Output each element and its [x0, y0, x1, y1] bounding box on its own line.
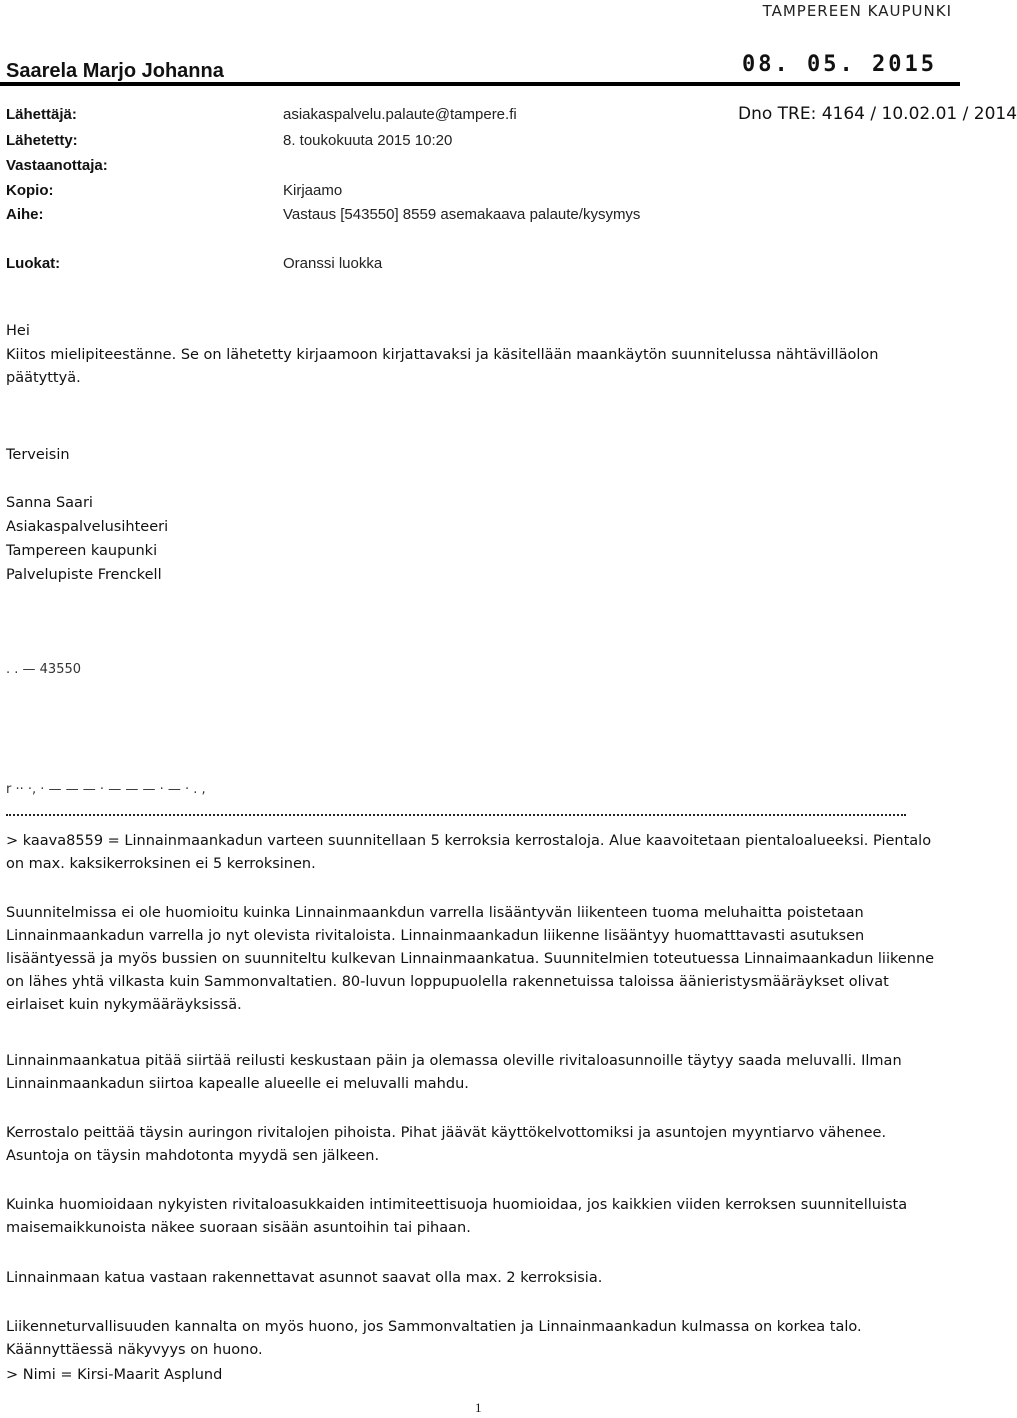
original-paragraph-7: Liikenneturvallisuuden kannalta on myös huono, jos Sammonvaltatien ja Linnainmaankadun kulmassa on korkea talo. Käännyttäessä näkyvyys on huono. — [6, 1319, 862, 1358]
original-paragraph-3: Linnainmaankatua pitää siirtää reilusti keskustaan päin ja olemassa oleville rivitaloasunnoille täytyy saada meluvalli. Ilman Linnainmaankadun siirtoa kapealle alueelle ei meluvalli mahdu. — [6, 1053, 902, 1092]
quote-separator — [6, 814, 906, 816]
reply-closing: Terveisin — [6, 447, 70, 463]
mailbox-owner: Saarela Marjo Johanna — [6, 60, 224, 82]
reply-greeting: Hei — [6, 323, 30, 339]
redacted-line: r ·· ·, · — — — · — — — · — · . , — [6, 782, 206, 797]
sender-value: asiakaspalvelu.palaute@tampere.fi — [283, 106, 517, 123]
original-paragraph-1: > kaava8559 = Linnainmaankadun varteen suunnitellaan 5 kerroksia kerrostaloja. Alue kaavoitetaan pientaloalueeksi. Pientalo on max. kaksikerroksinen ei 5 kerroksinen. — [6, 833, 932, 872]
signature-org: Tampereen kaupunki — [6, 543, 158, 559]
subject-value: Vastaus [543550] 8559 asemakaava palaute/kysymys — [283, 206, 641, 223]
signature-name: Sanna Saari — [6, 495, 93, 511]
received-date-stamp: 08. 05. 2015 — [742, 52, 937, 77]
original-paragraph-5: Kuinka huomioidaan nykyisten rivitaloasukkaiden intimiteettisuoja huomioidaa, jos kaikkien viiden kerroksen suunnitelluista maisemaikkunoista näkee suoraan sisään asuntoihin tai pihaan. — [6, 1197, 908, 1236]
document-number: Dno TRE: 4164 / 10.02.01 / 2014 — [738, 104, 1017, 124]
reply-text: Kiitos mielipiteestänne. Se on lähetetty kirjaamoon kirjattavaksi ja käsitellään maankäytön suunnitelussa nähtävilläolon päätyttyä. — [6, 347, 879, 386]
header-rule — [0, 82, 960, 86]
original-paragraph-2: Suunnitelmissa ei ole huomioitu kuinka Linnainmaankdun varrella lisääntyvän liikenteen tuoma meluhaitta poistetaan Linnainmaankadun varrella jo nyt olevista rivitaloista. Linnainmaankadun liikenne lisääntyy huomatttavasti asutuksen lisääntyessä ja myös bussien on suunniteltu kulkevan Linnainmaankatua. Suunnitelmien toteutuessa Linnaimaankadun liikenne on lähes yhtä vilkasta kuin Sammonvaltatien. 80-luvun loppupuolella rakennetuissa taloissa äänieristysmääräykset olivat eirlaiset kuin nykymääräyksissä. — [6, 905, 935, 1013]
signature-title: Asiakaspalvelusihteeri — [6, 519, 169, 535]
cc-value: Kirjaamo — [283, 182, 343, 199]
recipient-label: Vastaanottaja: — [6, 157, 108, 174]
sender-name-line: > Nimi = Kirsi-Maarit Asplund — [6, 1367, 223, 1383]
cc-label: Kopio: — [6, 182, 54, 199]
sent-label: Lähetetty: — [6, 132, 78, 149]
sender-label: Lähettäjä: — [6, 106, 77, 123]
original-paragraph-6: Linnainmaan katua vastaan rakennettavat asunnot saavat olla max. 2 kerroksisia. — [6, 1270, 603, 1286]
signature-office: Palvelupiste Frenckell — [6, 567, 162, 583]
redacted-line: . . — 43550 — [6, 662, 82, 677]
categories-value: Oranssi luokka — [283, 255, 383, 272]
page-number: 1 — [475, 1400, 482, 1415]
organization-stamp: TAMPEREEN KAUPUNKI — [762, 2, 952, 20]
categories-label: Luokat: — [6, 255, 61, 272]
subject-label: Aihe: — [6, 206, 44, 223]
original-paragraph-4: Kerrostalo peittää täysin auringon rivitalojen pihoista. Pihat jäävät käyttökelvottomiksi ja asuntojen myyntiarvo vähenee. Asuntoja on täysin mahdotonta myydä sen jälkeen. — [6, 1125, 887, 1164]
sent-value: 8. toukokuuta 2015 10:20 — [283, 132, 453, 149]
